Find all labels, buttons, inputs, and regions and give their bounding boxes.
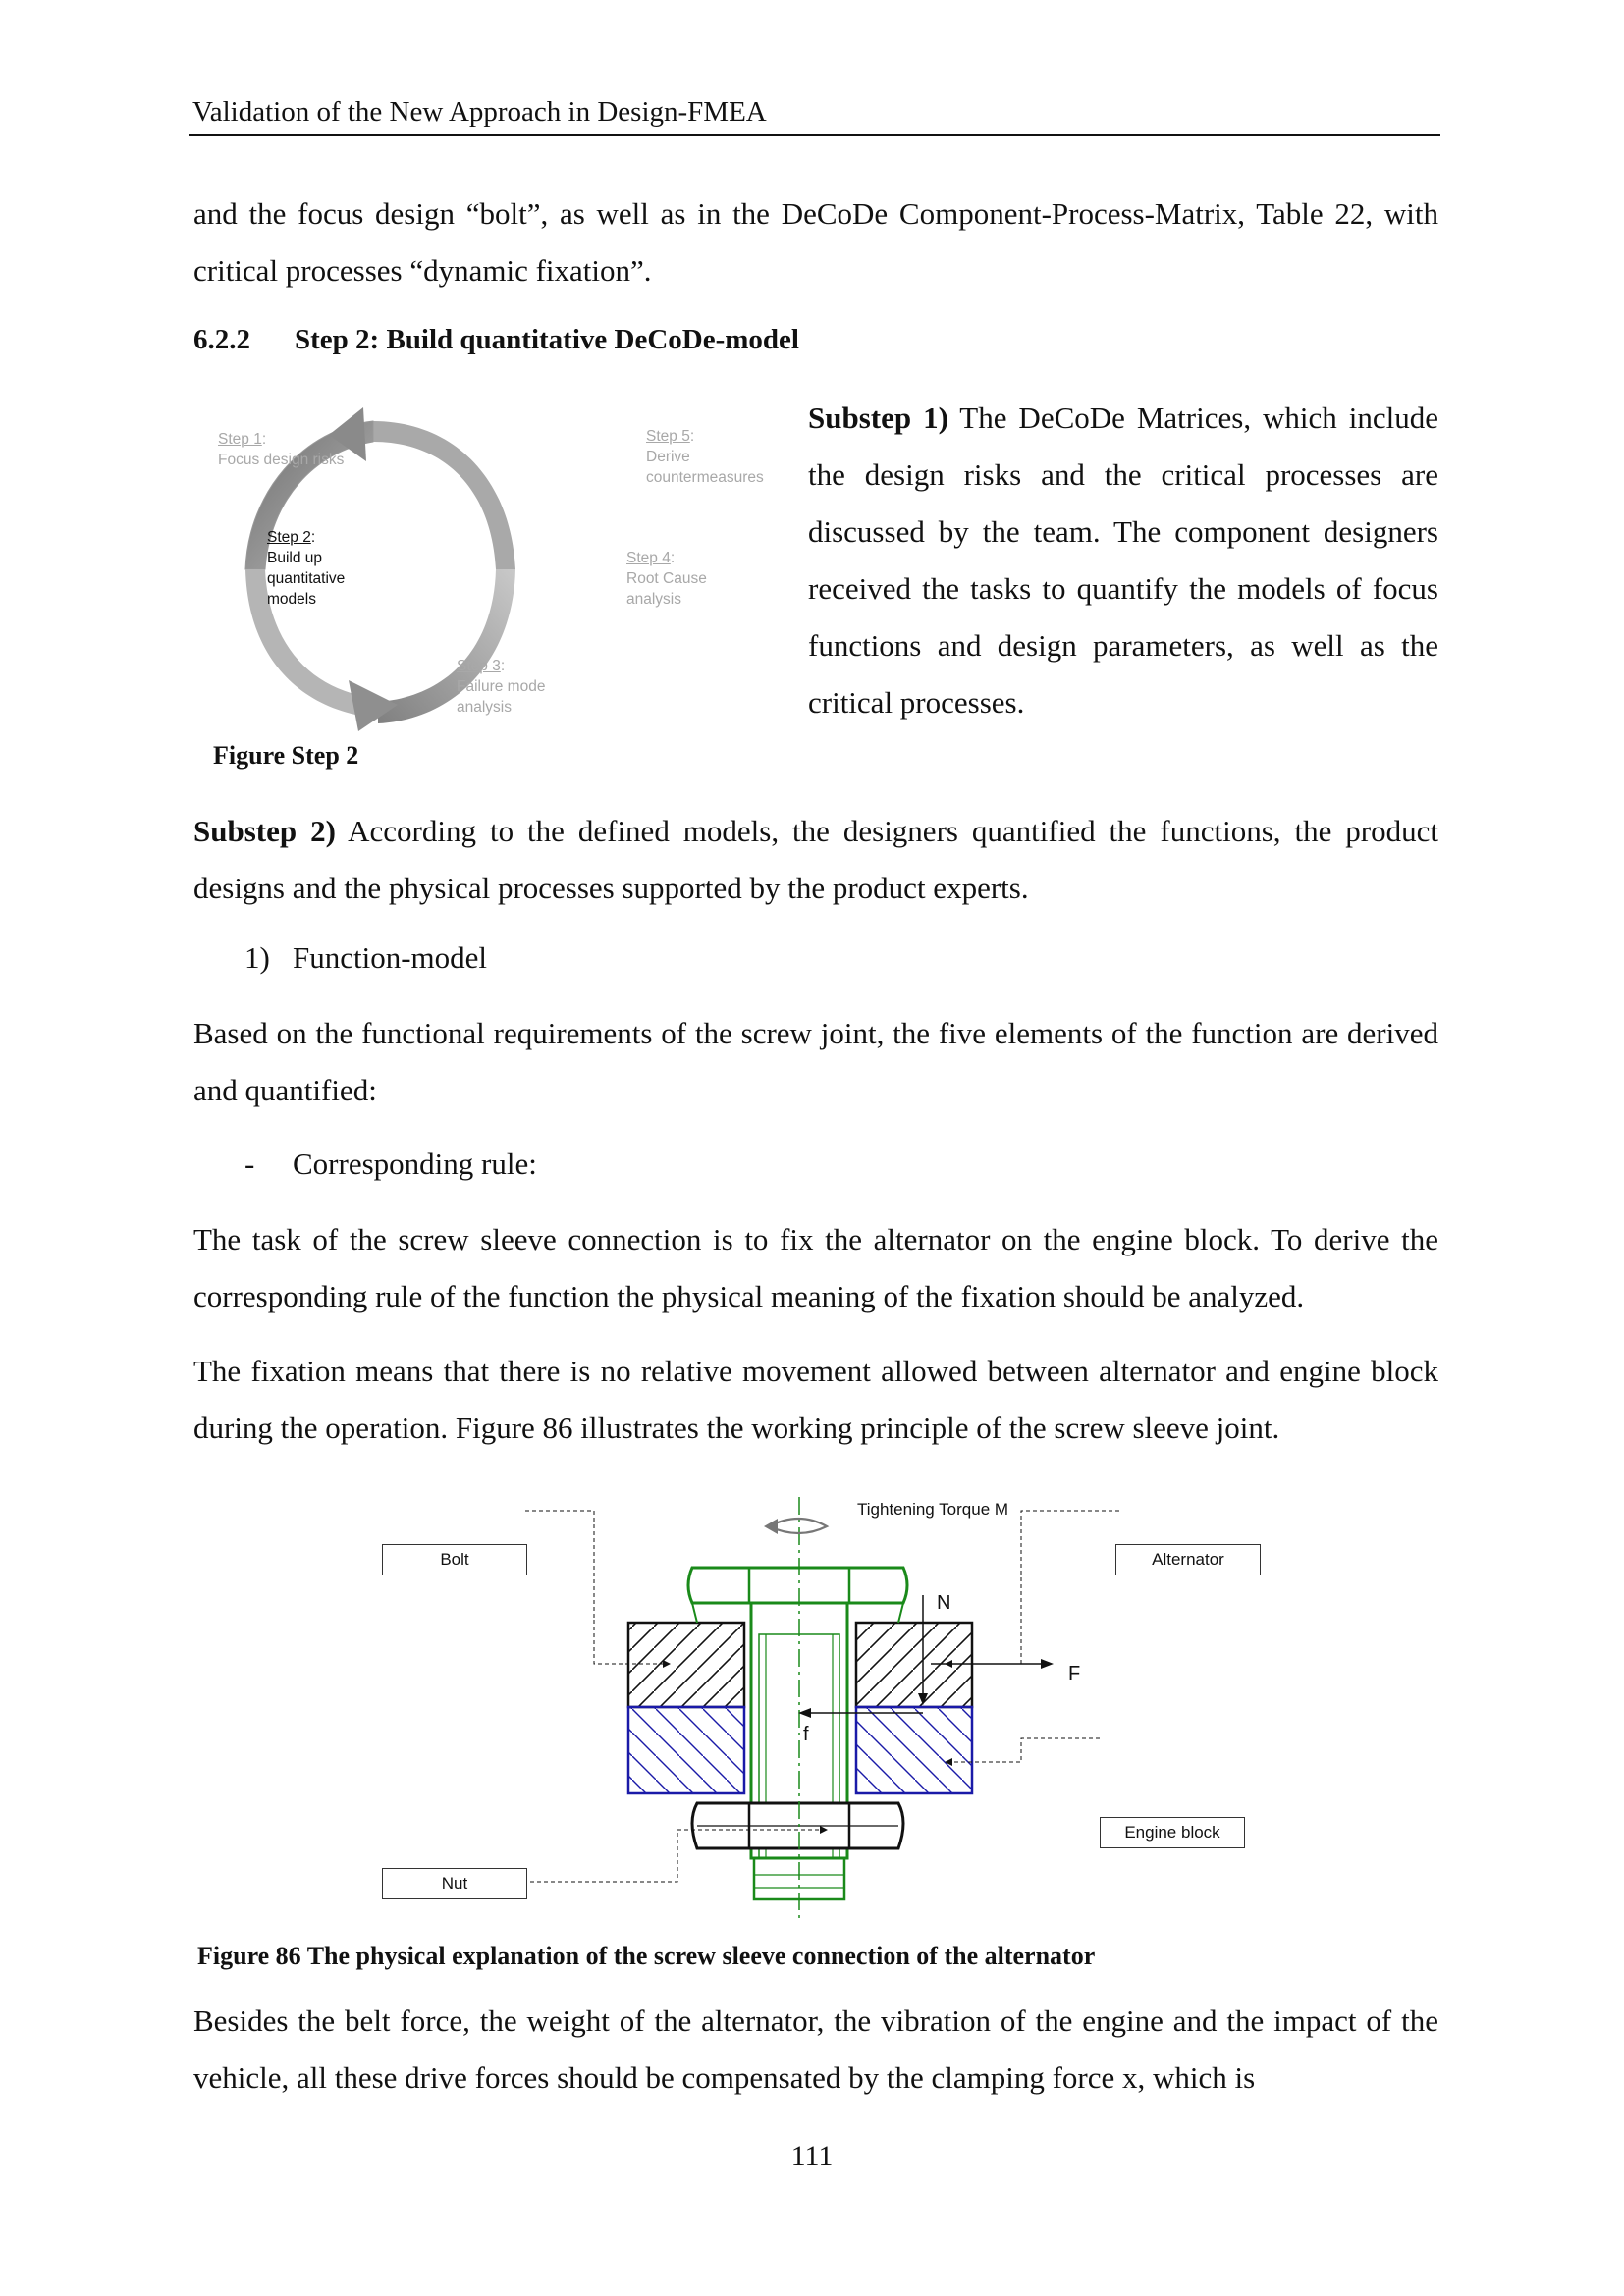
forces-paragraph: Besides the belt force, the weight of the alternator, the vibration of the engine and the impact of the vehicle, all these drive forces should be compensated by the clamping force x, which is bbox=[193, 2003, 1438, 2095]
cycle-step4: Step 4: Root Cause analysis bbox=[626, 550, 707, 608]
list-marker: 1) bbox=[244, 940, 270, 975]
normal-force-label: N bbox=[937, 1592, 951, 1614]
substep2-text: According to the defined models, the designers quantified the functions, the product designs and the physical processes supported by the product experts. bbox=[193, 814, 1438, 905]
cycle-step1: Step 1: Focus design risks bbox=[218, 431, 345, 468]
section-number: 6.2.2 bbox=[193, 324, 250, 355]
list-item-corresponding-rule bbox=[244, 1147, 254, 1182]
engine-block-label-box bbox=[1100, 1817, 1245, 1848]
bolt-head bbox=[688, 1568, 907, 1603]
cycle-step3: Step 3: Failure mode analysis bbox=[457, 658, 546, 716]
engine-block-left bbox=[628, 1707, 744, 1793]
substep1-text: The DeCoDe Matrices, which include the design risks and the critical processes are discussed by the team. The component designers received the tasks to quantify the models of focus functions and design parameters, as well as the critical processes. bbox=[808, 400, 1438, 720]
alternator-label-box bbox=[1115, 1544, 1261, 1575]
substep1-paragraph bbox=[808, 390, 1438, 731]
engine-block-right bbox=[856, 1707, 972, 1793]
substep1-lead: Substep 1) bbox=[808, 400, 948, 435]
list-item-text: Function-model bbox=[293, 940, 488, 975]
list-item-function-model bbox=[244, 940, 270, 976]
section-heading bbox=[193, 324, 799, 356]
figure86-caption: Figure 86 The physical explanation of the screw sleeve connection of the alternator bbox=[197, 1942, 1096, 1970]
task-paragraph: The task of the screw sleeve connection is to fix the alternator on the engine block. To derive the corresponding rule of the function the physical meaning of the fixation should be analyzed. bbox=[193, 1222, 1438, 1313]
bolt-label-box bbox=[382, 1544, 527, 1575]
nut-label-box bbox=[382, 1868, 527, 1899]
friction-f-label: f bbox=[803, 1724, 809, 1745]
intro-paragraph: and the focus design “bolt”, as well as in the DeCoDe Component-Process-Matrix, Table 22, with critical processes “dynamic fixation”. bbox=[193, 196, 1438, 288]
engine-block-label: Engine block bbox=[1124, 1823, 1220, 1842]
figure-step2-caption: Figure Step 2 bbox=[213, 741, 359, 770]
list-item-text: Corresponding rule: bbox=[293, 1147, 537, 1181]
torque-label: Tightening Torque M bbox=[857, 1500, 1009, 1519]
page-number: 111 bbox=[790, 2140, 834, 2172]
nut-label: Nut bbox=[441, 1874, 468, 1893]
list-marker: - bbox=[244, 1147, 255, 1181]
arrow-head-bottom bbox=[349, 680, 398, 731]
header-rule bbox=[189, 134, 1440, 136]
elements-paragraph: Based on the functional requirements of the screw joint, the five elements of the function are derived and quantified: bbox=[193, 1016, 1438, 1107]
alternator-block-right bbox=[856, 1623, 972, 1707]
cycle-step5: Step 5: Derive countermeasures bbox=[646, 428, 764, 486]
running-header: Validation of the New Approach in Design-FMEA bbox=[192, 96, 767, 128]
alternator-block-left bbox=[628, 1623, 744, 1707]
cycle-step2: Step 2: Build up quantitative models bbox=[267, 529, 346, 608]
bolt-label: Bolt bbox=[440, 1550, 469, 1569]
fixation-paragraph: The fixation means that there is no relative movement allowed between alternator and engine block during the operation. Figure 86 illustrates the working principle of the screw sleeve joint. bbox=[193, 1354, 1438, 1445]
alternator-label: Alternator bbox=[1152, 1550, 1224, 1569]
section-title: Step 2: Build quantitative DeCoDe-model bbox=[295, 324, 799, 355]
substep2-paragraph bbox=[193, 803, 1438, 917]
force-f-label: F bbox=[1068, 1663, 1081, 1684]
arc-upper-right bbox=[373, 421, 515, 569]
substep2-lead: Substep 2) bbox=[193, 814, 336, 848]
